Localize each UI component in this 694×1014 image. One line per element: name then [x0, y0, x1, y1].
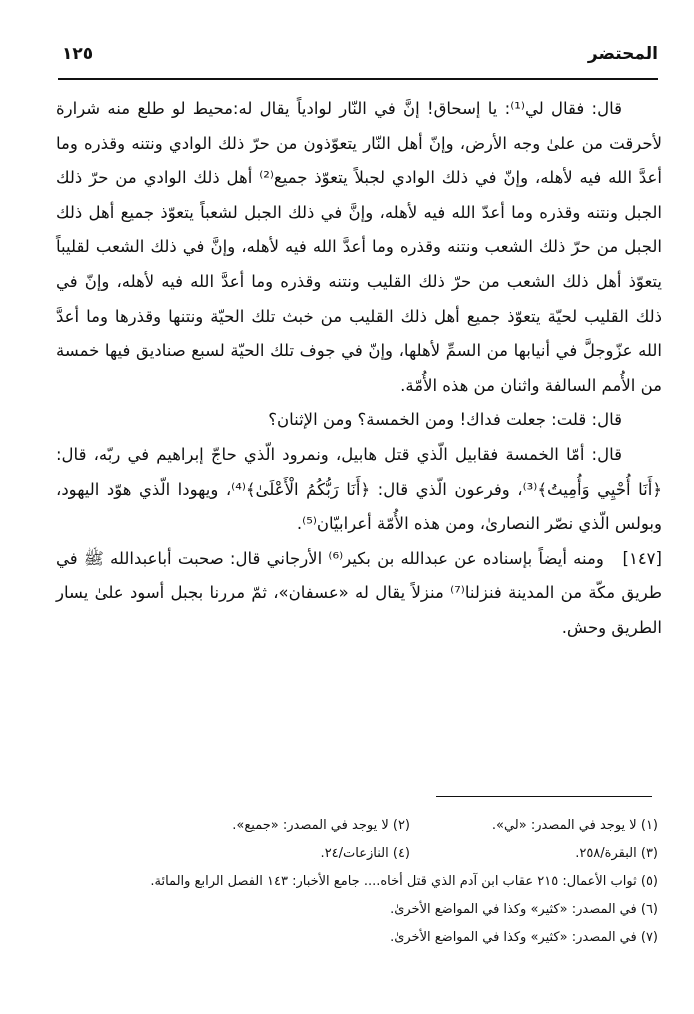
page-header: [58, 38, 658, 80]
footnote-row: [56, 840, 658, 868]
entry-text: ومنه أيضاً بإسناده عن عبدالله بن بكير⁽⁶⁾ الأرجاني قال: صحبت أباعبدالله ﷺ في طريق مكّة من المدينة فنزلنا⁽⁷⁾ منزلاً يقال له «عسفان»، ثمّ مررنا بجبل أسود علىٰ يسار الطريق وحش.: [56, 548, 662, 637]
main-text: [56, 92, 662, 646]
paragraph: قال: أمّا الخمسة فقابيل الّذي قتل هابيل، ونمرود الّذي حاجّ إبراهيم في ربّه، قال: ﴿أَنَا أُحْيِي وَأُمِيتُ﴾⁽³⁾، وفرعون الّذي قال: ﴿أَنَا رَبُّكُمُ الْأَعْلَىٰ﴾⁽⁴⁾، ويهودا الّذي هوّد اليهود، وبولس الّذي نصّر النصارىٰ، ومن هذه الأُمّة أعرابيّان⁽⁵⁾.: [56, 444, 662, 534]
footnote: (٣) البقرة/٢٥٨.: [575, 846, 658, 861]
footnote-row: [56, 812, 658, 840]
footnote: (١) لا يوجد في المصدر: «لي».: [491, 818, 658, 833]
page-number: ١٢٥: [62, 44, 94, 64]
footnote: (٦) في المصدر: «كثير» وكذا في المواضع الأخرىٰ.: [390, 902, 658, 917]
paragraph: قال: قلت: جعلت فداك! ومن الخمسة؟ ومن الإثنان؟: [268, 410, 622, 430]
footnote: (٢) لا يوجد في المصدر: «جميع».: [232, 818, 410, 833]
entry-number: [١٤٧]: [622, 548, 662, 568]
entry-paragraph: [56, 542, 662, 646]
paragraph: قال: فقال لي⁽¹⁾: يا إسحاق! إنَّ في النّار لوادياً يقال له:محيط لو طلع منه شرارة لأحرقت من علىٰ وجه الأرض، وإنّ أهل النّار يتعوّذون من حرّ ذلك الوادي ونتنه وقذره وما أعدَّ الله فيه لأهله، وإنّ في ذلك الوادي لجبلاً يتعوّذ جميع⁽²⁾ أهل ذلك الوادي من حرّ ذلك الجبل ونتنه وقذره وما أعدّ الله فيه لأهله، وإنَّ في ذلك الجبل لشعباً يتعوّذ جميع أهل ذلك الجبل من حرّ ذلك الشعب ونتنه وقذره وما أعدَّ الله فيه لأهله، وإنَّ في ذلك الشعب لقليباً يتعوّذ أهل ذلك الشعب من حرّ ذلك القليب ونتنه وقذره وما أعدَّ الله فيه لأهله، وإنّ في ذلك القليب لحيّة يتعوّذ جميع أهل ذلك القليب من خبث تلك الحيّة ونتنها وقذرها وما أعدَّ الله عزّوجلَّ في أنيابها من السمِّ لأهلها، وإنّ في جوف تلك الحيّة لسبع صناديق فيها خمسة من الأُمم السالفة واثنان من هذه الأُمّة.: [56, 99, 662, 395]
footnote: (٤) النازعات/٢٤.: [320, 846, 410, 861]
running-title: المحتضر: [587, 44, 658, 64]
footnotes: [56, 812, 658, 952]
footnote: (٧) في المصدر: «كثير» وكذا في المواضع الأخرىٰ.: [390, 930, 658, 945]
footnote: (٥) ثواب الأعمال: ٢١٥ عقاب ابن آدم الذي قتل أخاه.... جامع الأخبار: ١٤٣ الفصل الرابع والمائة.: [150, 874, 658, 889]
footnote-separator: [436, 796, 652, 797]
